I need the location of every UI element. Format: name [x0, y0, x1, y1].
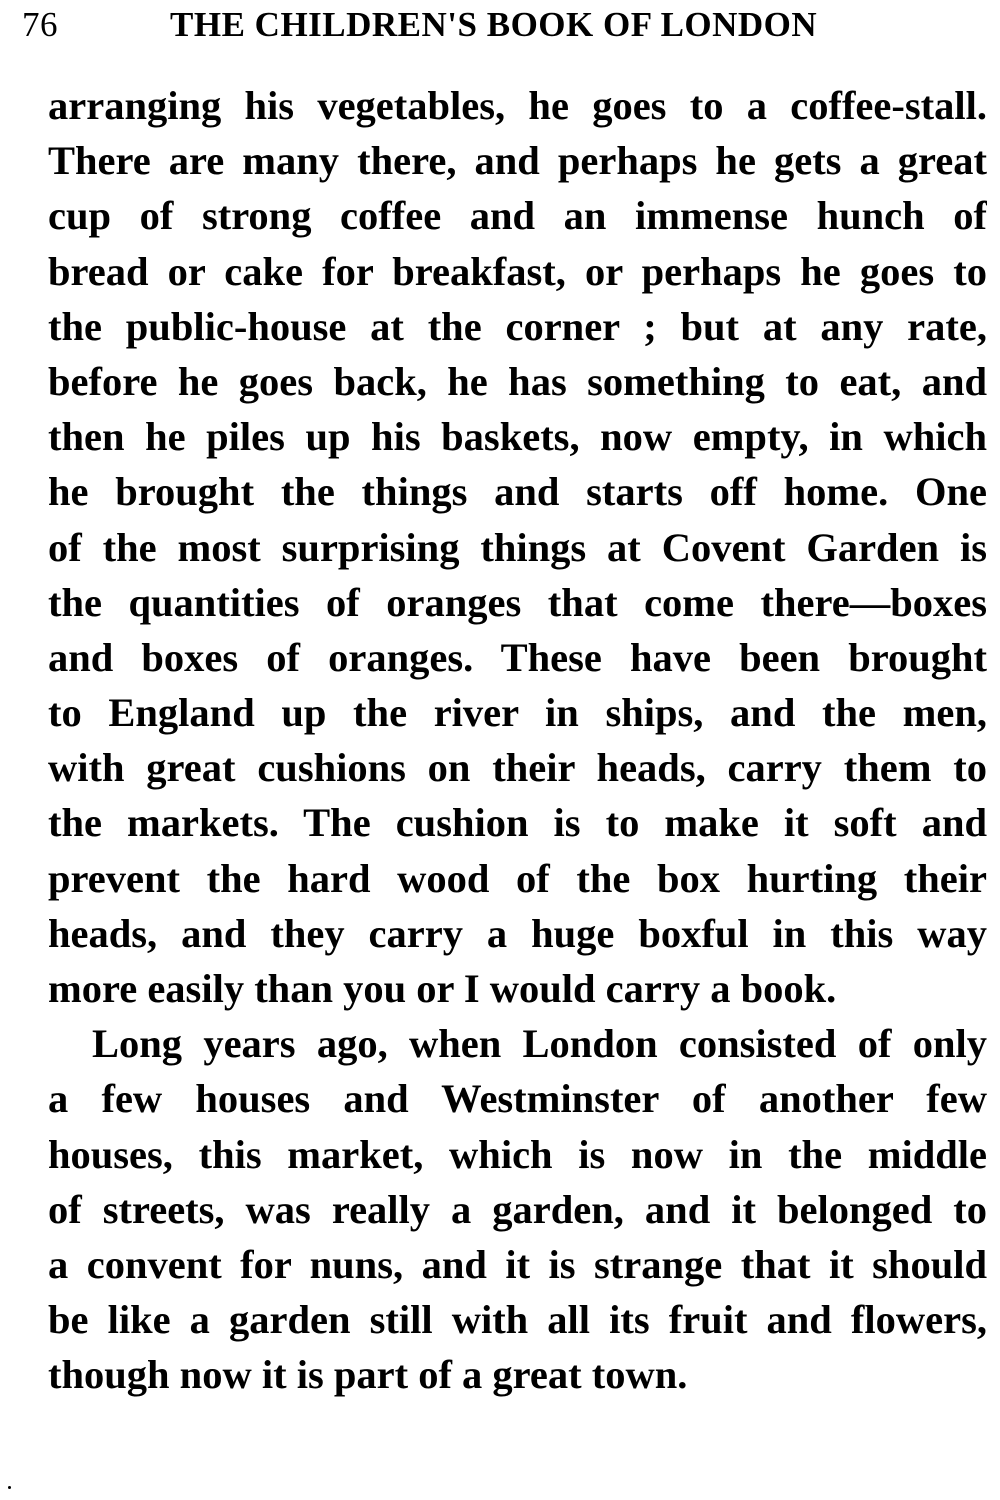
text-line: though now it is part of a great town. [48, 1352, 688, 1398]
paragraph-2 [48, 1016, 987, 1402]
text-line: before he goes back, he has something to eat, and [48, 358, 987, 404]
text-line: the public-house at the corner ; but at any rate, [48, 303, 987, 349]
page-number: 76 [22, 5, 58, 44]
text-line: of streets, was really a garden, and it belonged to [48, 1186, 987, 1232]
text-line: arranging his vegetables, he goes to a coffee-stall. [48, 83, 987, 128]
running-head [22, 0, 978, 50]
paragraph-1 [48, 78, 987, 1016]
text-line: then he piles up his baskets, now empty, in which [48, 414, 987, 460]
text-line: houses, this market, which is now in the middle [48, 1131, 987, 1177]
text-line: cup of strong coffee and an immense hunch of [48, 193, 987, 239]
text-line: more easily than you or I would carry a book. [48, 966, 837, 1011]
text-line: and boxes of oranges. These have been brought [48, 634, 987, 680]
text-line: heads, and they carry a huge boxful in this way [48, 910, 987, 956]
text-line: There are many there, and perhaps he gets a great [48, 138, 987, 184]
text-line: a few houses and Westminster of another few [48, 1076, 987, 1122]
running-title: THE CHILDREN'S BOOK OF LONDON [170, 5, 818, 44]
text-line: the quantities of oranges that come there—boxes [48, 579, 987, 625]
text-line: Long years ago, when London consisted of only [92, 1021, 987, 1067]
text-line: prevent the hard wood of the box hurting their [48, 855, 987, 901]
body-text [48, 78, 987, 1403]
text-line: a convent for nuns, and it is strange that it should [48, 1241, 987, 1287]
text-line: be like a garden still with all its fruit and flowers, [48, 1297, 987, 1343]
scan-speck [8, 1486, 11, 1489]
text-line: the markets. The cushion is to make it soft and [48, 800, 987, 846]
text-line: bread or cake for breakfast, or perhaps he goes to [48, 248, 987, 294]
text-line: of the most surprising things at Covent Garden is [48, 524, 987, 570]
text-line: he brought the things and starts off home. One [48, 469, 987, 515]
text-line: with great cushions on their heads, carry them to [48, 745, 987, 791]
text-line: to England up the river in ships, and the men, [48, 690, 987, 736]
